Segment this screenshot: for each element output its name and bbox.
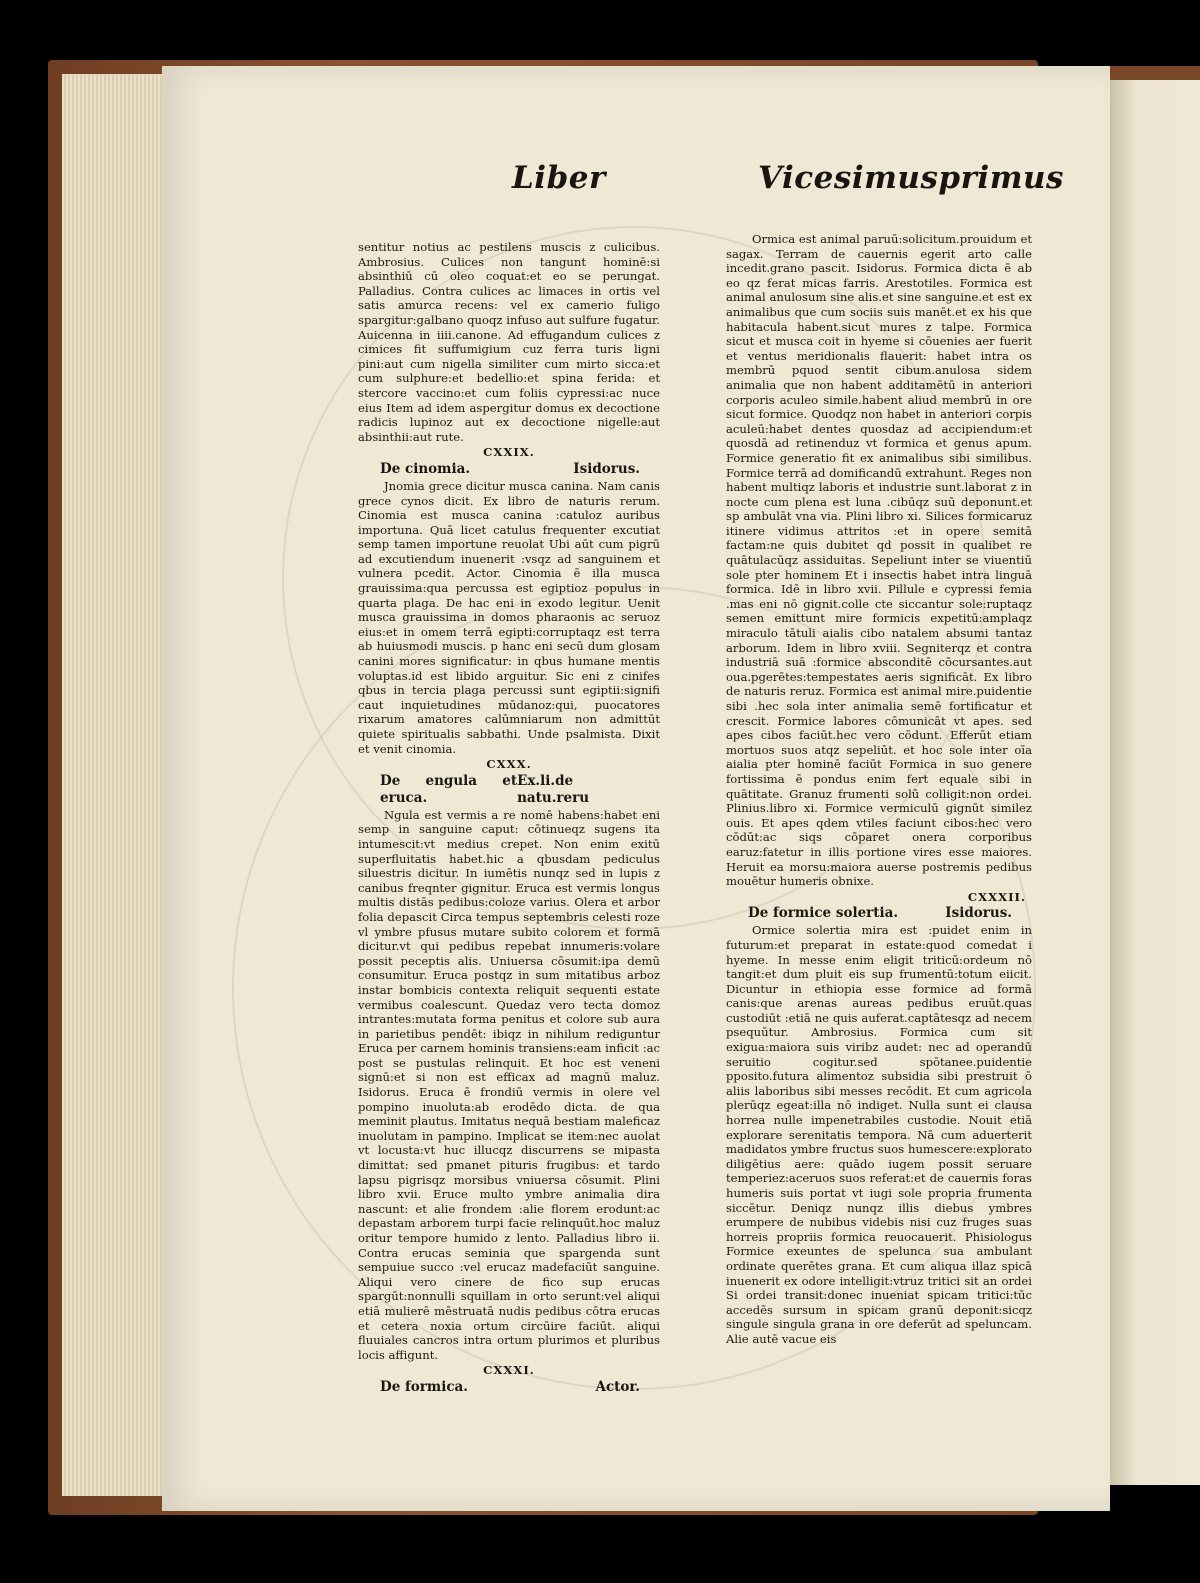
section-heading — [358, 1379, 660, 1396]
heading-title: De formice solertia. — [748, 905, 899, 922]
heading-title: De engula et eruca. — [380, 772, 518, 806]
facing-page — [1106, 80, 1200, 1485]
heading-source: Ex.li.de natu.reru — [517, 772, 590, 806]
chapter-number: CXXIX. — [483, 445, 535, 460]
heading-source: Actor. — [595, 1378, 640, 1395]
heading-title: De cinomia. — [380, 460, 471, 477]
left-column — [358, 240, 660, 1397]
paragraph: Ormice solertia mira est :puidet enim in futurum:et preparat in estate:quod comedat i hyeme. In messe enim eligit triticū:ordeum nō tangit:et dum pluit eis sup frumentū:totum eiicit. Dicuntur in ethiopia esse formice ad formā canis:que arenas aureas pedibus eruūt.quas custodiūt :etiā ne quis auferat.captātesqz ad necem psequūtur. Ambrosius. Formica cum sit exigua:maiora suis viribz audet: nec ad operandū seruitio cogitur.sed spōtanee.puidentie pposito.futura alimentoz subsidia sibi prestruit ō aliis laboribus sibi messes recōdit. Et cum agricola plerūqz egeat:illa nō indiget. Nulla sunt ei clausa horrea nulle impenetrabiles custodie. Nouit etiā explorare serenitatis tempora. Nā cum aduerterit madidatos ymbre fructus suos humescere:explorato diligētius aere: quādo iugem possit seruare temperiez:aceruos suos referat:et de cauernis foras humeris suis portat vt iugi sole propria frumenta siccētur. Deniqz nunqz illis diebus ymbres erumpere de nubibus videbis nisi cuz fruges suas horreis propriis formica reuocauerit. Phisiologus Formice exeuntes de spelunca sua ambulant ordinate querētes grana. Et cum aliqua illaz spicā inuenerit ex odore intelligit:vtruz tritici sit an ordei Si ordei transit:donec inueniat spicam tritici:tūc accedēs sursum in spicam granū deponit:sicqz singule singula grana in ore deferūt ad speluncam. Alie autē vacue eis — [726, 923, 1032, 1346]
section-heading — [358, 461, 660, 478]
page-block-edge — [62, 74, 172, 1496]
heading-source: Isidorus. — [945, 905, 1012, 922]
paragraph: Jnomia grece dicitur musca canina. Nam canis grece cynos dicit. Ex libro de naturis rerum. Cinomia est musca canina :catuloz auribus importuna. Quā licet catulus frequenter excutiat semp tamen importune reuolat Ubi aūt cum pigrū ad excutiendum inuenerit :vsqz ad sanguinem et vulnera pcedit. Actor. Cinomia ē illa musca grauissima:qua percussa est egiptioz populus in quarta plaga. De hac eni in exodo legitur. Uenit musca grauissima in domos pharaonis ac seruoz eius:et in omem terrā egipti:corruptaqz est terra ab huiusmodi muscis. p hanc eni secū dum glosam canini mores significatur: in qbus humane mentis voluptas.id est libido arguitur. Sic eni z cinifes qbus in tercia plaga percussi sunt egiptii:signifi caut inquietudines mūdanoz:qui, puocatores rixarum amatores calūmniarum non admittūt quiete spiritualis sabbathi. Unde psalmista. Dixit et venit cinomia. — [358, 478, 660, 756]
chapter-number: CXXX. — [486, 757, 532, 772]
chapter-number: CXXXI. — [483, 1363, 535, 1378]
paragraph: Ormica est animal paruū:solicitum.prouidum et sagax. Terram de cauernis egerit arto calle incedit.grano pascit. Isidorus. Formica dicta ē ab eo qz ferat micas farris. Arestotiles. Formica est animal anulosum sine alis.et sine sanguine.et est ex animalibus que cum sociis suis manēt.et ex his que habitacula habent.sicut mures z talpe. Formica sicut et musca coit in hyeme si cōuenies aer fuerit et ventus meridionalis flauerit: habet intra os membrū pquod sentit cibum.anulosa sidem animalia que non habent additamētū in anteriori corporis aculeo simile.habent aliud membrū in ore sicut formice. Quodqz non habet in anteriori corpis aculeū:habet dentes quosdaz ad accipiendum:et quosdā ad retinenduz vt formica et genus apum. Formice generatio fit ex animalibus sibi similibus. Formice terrā ad domificandū extrahunt. Reges non habent multiqz laboris et industrie sunt.laborat z in nocte cum plena est luna .cibūqz suū deponunt.et sp ambulāt vna via. Plini libro xi. Silices formicaruz itinere vidimus attritos :et in opere semitā factam:ne quis dubitet qd possit in qualibet re quātulacūqz assiduitas. Sepeliunt inter se viuentiū sole pter hominem Et i insectis habet intra linguā formica. Idē in libro xvii. Pillule e cypressi femia .mas eni nō gignit.colle cte siccantur sole:ruptaqz semen emittunt mire formicis expetitū:amplaqz miraculo tātuli aialis cibo natalem absumi tantaz arborum. Idem in libro xviii. Segniterqz et contra industriā suā :formice absconditē cōcursantes.aut oua.pgerētes:tempestates aeris significāt. Ex libro de naturis reruz. Formica est animal mire.puidentie sibi .hec sola inter animalia semē fortificatur et crescit. Formice labores cōmunicāt vt apes. sed apes cibos faciūt.hec vero cōdunt. Efferūt etiam mortuos suos atqz sepeliūt. et hoc sole inter oīa aialia pter hominē faciūt Formica in suo genere fortissima ē pondus enim fert equale sibi in quātitate. Granuz frumenti solū colligit:non ordei. Plinius.libro xi. Formice vermiculū gignūt similez ouis. Et apes qdem vtiles faciunt cibos:hec vero cōdūt:ac siqs cōparet onera corporibus earuz:fatetur in illis portione vires esse maiores. Heruit ea morsu:maiora auerse postremis pedibus mouētur humeris obnixe. — [726, 232, 1032, 889]
heading-source: Isidorus. — [573, 460, 640, 477]
header-vicesimus: Vicesimusprimus — [758, 160, 1064, 196]
chapter-number: CXXXII. — [967, 889, 1026, 904]
section-heading — [358, 773, 660, 807]
section-heading — [726, 905, 1032, 922]
header-liber: Liber — [512, 160, 606, 196]
paragraph: sentitur notius ac pestilens muscis z culicibus. Ambrosius. Culices non tangunt hominē:si absinthiū cū oleo coquat:et eo se perungat. Palladius. Contra culices ac limaces in ortis vel satis amurca recens: vel ex camerio fuligo spargitur:galbano quoqz infuso aut sulfure fugatur. Auicenna in iiii.canone. Ad effugandum culices z cimices fit suffumigium cuz ferra turis ligni pini:aut cum nigella similiter cum mirto sicca:et cum sulphure:et bedellio:et spina ferida: et stercore vaccino:et cum foliis cypressi:ac nuce eius Item ad idem aspergitur domus ex decoctione radicis lupinoz aut ex decoctione nigelle:aut absinthii:aut rute. — [358, 240, 660, 444]
paragraph: Ngula est vermis a re nomē habens:habet eni semp in sanguine caput: cōtinueqz sugens ita intumescit:vt medius crepet. Non enim exitū superfluitatis habet.hic a qbusdam pediculus siluestris dicitur. In iumētis nunqz sed in lupis z canibus freqnter gignitur. Eruca est vermis longus multis distās pedibus:coloze varius. Olera et arbor folia depascit Circa tempus septembris celesti roze vl ymbre pfusus mutare subito colorem et formā dicitur.vt qui pedibus repebat innumeris:volare possit peceptis alis. Uniuersa cōsumit:ipa demū consumitur. Eruca postqz in sum mitatibus arboz instar bombicis contexta reliquit sequenti estate vermibus coalescunt. Quedaz vero tecta domoz intrantes:mutata forma penitus et colore sub aura in parietibus pendēt: ibiqz in nihilum rediguntur Eruca per carnem hominis transiens:eam inficit :ac post se pustulas relinquit. Et hoc est veneni signū:et si non est efficax ad magnū maluz. Isidorus. Eruca ē frondiū vermis in olere vel pompino inuoluta:ab erodēdo dicta. de qua meminit plautus. Imitatus nequā bestiam maleficaz inuolutam in pampino. Implicat se item:nec auolat vt locusta:vt huc illucqz discurrens se mipasta dimittat: sed pmanet pituris frugibus: et tardo lapsu pigrisqz morsibus vniuersa cōsumit. Plini libro xvii. Eruce multo ymbre animalia dira nascunt: et alie frondem :alie florem erodunt:ac depastam arborem turpi facie relinquūt.hoc maluz oritur tempore humido z lento. Palladius libro ii. Contra erucas seminia que spargenda sunt sempuiue succo :vel erucaz madefaciūt sanguine. Aliqui vero cinere de fico sup erucas spargūt:nonnulli squillam in orto serunt:vel aliqui etiā mulierē mēstruatā nudis pedibus cōtra erucas et cetera noxia ortum circūire faciūt. aliqui fluuiales cancros intra ortum plurimos et pluribus locis affigunt. — [358, 807, 660, 1362]
right-column — [726, 232, 1032, 1347]
heading-title: De formica. — [380, 1378, 469, 1395]
